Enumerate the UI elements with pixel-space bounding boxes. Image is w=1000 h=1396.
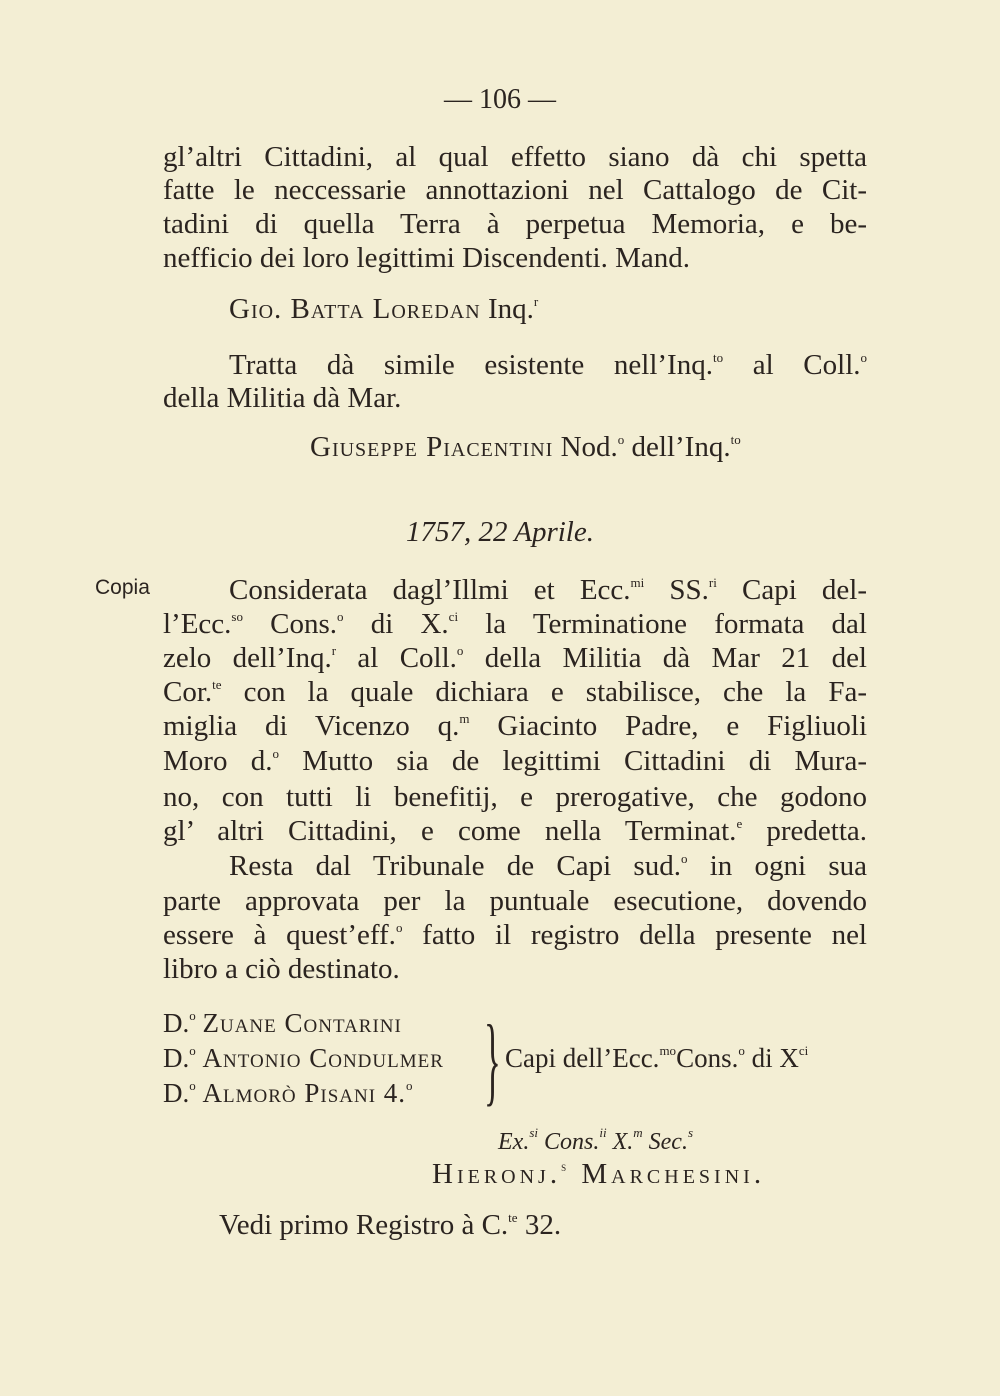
text-line	[163, 709, 867, 743]
superscript: si	[529, 1125, 538, 1140]
text-line	[163, 744, 867, 778]
text: fatto il registro della presente nel	[402, 919, 867, 951]
text: Mutto sia de legittimi Cittadini di Mura-	[278, 745, 867, 777]
date-year: 1757,	[406, 516, 472, 548]
text: della Militia dà Mar 21 del	[463, 642, 867, 674]
date-month: Aprile.	[514, 516, 594, 548]
text: D.	[163, 1008, 190, 1038]
text: D.	[163, 1043, 190, 1073]
text: gl’ altri Cittadini, e come nella Terminat.	[163, 815, 737, 847]
date-heading	[0, 515, 1000, 549]
signatory-name: Zuane Contarini	[202, 1008, 402, 1038]
superscript: o	[189, 1078, 196, 1093]
text: al Coll.	[336, 642, 457, 674]
superscript: te	[212, 677, 222, 692]
superscript: m	[459, 711, 470, 726]
text: Capi del-	[716, 574, 868, 606]
text: la Terminatione formata dal	[458, 608, 867, 640]
text: Cor.	[163, 676, 213, 708]
superscript: to	[730, 432, 741, 447]
superscript: r	[331, 643, 337, 658]
text-line: della Militia dà Mar.	[163, 382, 402, 414]
signatory-row	[163, 1041, 444, 1075]
text: D.	[163, 1078, 190, 1108]
text: Cons.	[537, 1129, 600, 1155]
text: Ex.	[498, 1129, 530, 1155]
superscript: o	[456, 643, 464, 658]
text-line	[163, 918, 867, 952]
text: zelo dell’Inq.	[163, 642, 332, 674]
text-line: gl’altri Cittadini, al qual effetto siano dà chi spetta	[163, 141, 867, 173]
superscript: o	[738, 1043, 745, 1058]
signature-loredan	[229, 292, 538, 326]
superscript: to	[712, 350, 724, 365]
text: Hieronj.	[432, 1158, 562, 1190]
superscript: o	[272, 746, 279, 761]
text: Giacinto Padre, e Figliuoli	[469, 710, 868, 742]
text: in ogni sua	[687, 850, 867, 882]
text: di X	[744, 1043, 799, 1073]
text-line	[229, 849, 867, 883]
superscript: o	[406, 1078, 413, 1093]
text: al Coll.	[723, 349, 861, 381]
text-line: libro a ciò destinato.	[163, 953, 400, 985]
superscript: o	[189, 1043, 196, 1058]
secretary-title	[498, 1125, 693, 1159]
signature-piacentini	[310, 430, 741, 464]
signatory-name: Giuseppe Piacentini	[310, 431, 554, 463]
text: X.	[606, 1129, 634, 1155]
text-line: nefficio dei loro legittimi Discendenti. Mand.	[163, 242, 690, 274]
text: l’Ecc.	[163, 608, 232, 640]
signatory-name: Gio. Batta Loredan	[229, 293, 481, 325]
text-line: fatte le neccessarie annottazioni nel Cattalogo de Cit-	[163, 174, 867, 206]
signatory-row	[163, 1006, 402, 1040]
text: SS.	[644, 574, 709, 606]
superscript: ii	[599, 1125, 607, 1140]
registry-reference	[219, 1208, 561, 1242]
signatory-row	[163, 1076, 413, 1110]
signatory-name: Antonio Condulmer	[202, 1043, 444, 1073]
text-line	[163, 675, 867, 709]
superscript: s	[687, 1125, 694, 1140]
superscript: o	[860, 350, 868, 365]
superscript: e	[736, 816, 743, 831]
text: Marchesini.	[570, 1158, 766, 1190]
superscript: o	[337, 609, 344, 624]
superscript: ci	[798, 1043, 809, 1058]
text: di X.	[343, 608, 449, 640]
text-line: parte approvata per la puntuale esecutione, dovendo	[163, 885, 867, 917]
text: Sec.	[642, 1129, 688, 1155]
text: predetta.	[742, 815, 868, 847]
margin-note: Copia	[95, 576, 150, 599]
text: Vedi primo Registro à C.	[219, 1209, 509, 1241]
text: Resta dal Tribunale de Capi sud.	[229, 850, 681, 882]
tratta-line	[229, 348, 867, 382]
superscript: te	[508, 1210, 518, 1225]
signatory-title: Nod.	[560, 431, 618, 463]
superscript: ci	[448, 609, 459, 624]
signatory-title: Inq.	[487, 293, 534, 325]
text: Cons.	[242, 608, 338, 640]
text: Capi dell’Ecc.	[505, 1043, 660, 1073]
text: Cons.	[676, 1043, 739, 1073]
date-day: 22	[471, 516, 515, 548]
text: con la quale dichiara e stabilisce, che la Fa-	[221, 676, 867, 708]
text: Tratta dà simile esistente nell’Inq.	[229, 349, 713, 381]
superscript: mo	[659, 1043, 677, 1058]
superscript: ri	[708, 575, 717, 590]
text: Considerata dagl’Illmi et Ecc.	[229, 574, 631, 606]
superscript: o	[680, 851, 688, 866]
text: essere à quest’eff.	[163, 919, 396, 951]
text-line: tadini di quella Terra à perpetua Memoria, e be-	[163, 208, 867, 240]
secretary-name	[432, 1157, 765, 1191]
superscript: r	[533, 294, 539, 309]
superscript: o	[395, 920, 403, 935]
superscript: s	[561, 1159, 571, 1174]
superscript: so	[231, 609, 243, 624]
superscript: o	[189, 1008, 196, 1023]
text-line: no, con tutti li benefitij, e prerogative, che godono	[163, 781, 867, 813]
brace-icon: }	[484, 1004, 501, 1115]
text-line	[229, 573, 867, 607]
capi-label	[505, 1041, 808, 1075]
page-number: — 106 —	[444, 84, 556, 115]
text: 32.	[517, 1209, 562, 1241]
text: dell’Inq.	[624, 431, 731, 463]
text: miglia di Vicenzo q.	[163, 710, 460, 742]
text-line	[163, 607, 867, 641]
superscript: o	[617, 432, 625, 447]
superscript: m	[633, 1125, 643, 1140]
text-line	[163, 641, 867, 675]
text-line	[163, 814, 867, 848]
superscript: mi	[630, 575, 645, 590]
signatory-name: Almorò Pisani 4.	[202, 1078, 407, 1108]
text: Moro d.	[163, 745, 273, 777]
